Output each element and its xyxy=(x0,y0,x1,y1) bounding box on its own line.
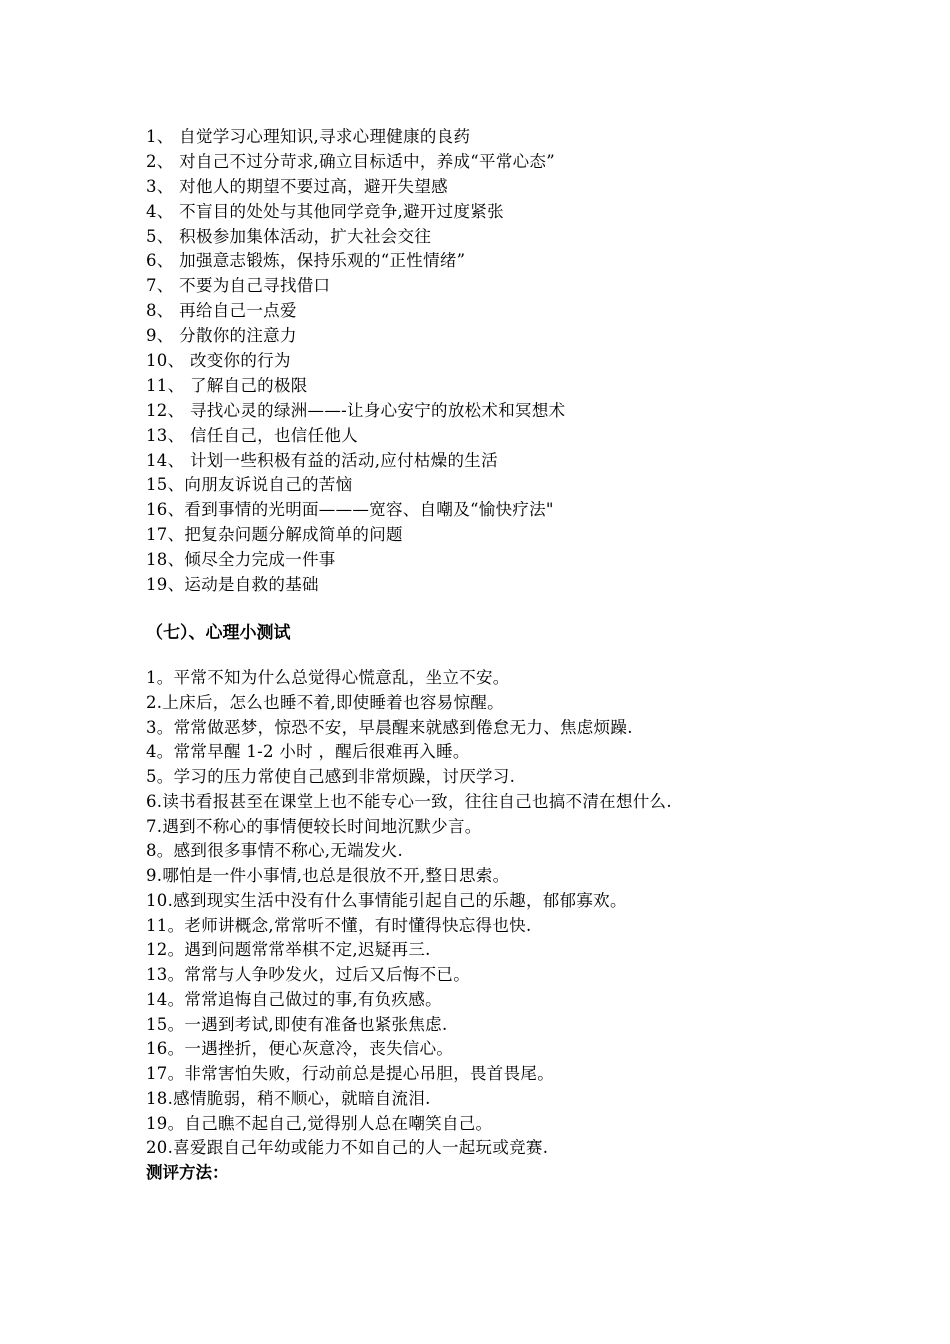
tip-item: 10、 改变你的行为 xyxy=(146,351,291,371)
quiz-item: 11。老师讲概念,常常听不懂，有时懂得快忘得也快. xyxy=(146,915,532,935)
quiz-item: 4。常常早醒 1-2 小时 ，醒后很难再入睡。 xyxy=(146,742,470,762)
method-label: 测评方法： xyxy=(146,1163,229,1182)
quiz-list xyxy=(146,666,846,1185)
tip-item: 13、 信任自己，也信任他人 xyxy=(146,425,358,445)
quiz-item: 9.哪怕是一件小事情,也总是很放不开,整日思索。 xyxy=(146,866,510,885)
quiz-item: 15。一遇到考试,即使有准备也紧张焦虑. xyxy=(146,1014,448,1034)
tip-item: 1、 自觉学习心理知识,寻求心理健康的良药 xyxy=(146,127,471,146)
tip-item: 14、 计划一些积极有益的活动,应付枯燥的生活 xyxy=(146,450,498,470)
quiz-item: 17。非常害怕失败，行动前总是提心吊胆，畏首畏尾。 xyxy=(146,1064,554,1083)
section-title: （七）、心理小测试 xyxy=(146,623,291,643)
quiz-item: 3。常常做恶梦，惊恐不安，早晨醒来就感到倦怠无力、焦虑烦躁. xyxy=(146,717,633,737)
quiz-item: 20.喜爱跟自己年幼或能力不如自己的人一起玩或竞赛. xyxy=(146,1138,549,1158)
quiz-item: 6.读书看报甚至在课堂上也不能专心一致，往往自己也搞不清在想什么. xyxy=(146,791,672,811)
tip-item: 4、 不盲目的处处与其他同学竞争,避开过度紧张 xyxy=(146,201,504,221)
quiz-item: 5。学习的压力常使自己感到非常烦躁，讨厌学习. xyxy=(146,767,516,786)
tip-item: 16、看到事情的光明面———宽容、自嘲及“愉快疗法" xyxy=(146,500,554,520)
quiz-item: 18.感情脆弱，稍不顺心，就暗自流泪. xyxy=(146,1088,431,1108)
quiz-item: 1。平常不知为什么总觉得心慌意乱，坐立不安。 xyxy=(146,668,510,687)
quiz-item: 19。自己瞧不起自己,觉得别人总在嘲笑自己。 xyxy=(146,1113,493,1133)
quiz-item: 13。常常与人争吵发火，过后又后悔不已。 xyxy=(146,965,470,984)
quiz-item: 10.感到现实生活中没有什么事情能引起自己的乐趣，郁郁寡欢。 xyxy=(146,890,627,910)
tip-item: 3、 对他人的期望不要过高，避开失望感 xyxy=(146,176,448,196)
tip-item: 12、 寻找心灵的绿洲——-让身心安宁的放松术和冥想术 xyxy=(146,400,566,420)
tip-item: 6、 加强意志锻炼，保持乐观的“正性情绪” xyxy=(146,251,466,271)
tip-item: 15、向朋友诉说自己的苦恼 xyxy=(146,475,353,495)
tip-item: 11、 了解自己的极限 xyxy=(146,375,308,395)
tip-item: 17、把复杂问题分解成简单的问题 xyxy=(146,525,403,545)
tip-item: 18、倾尽全力完成一件事 xyxy=(146,550,336,570)
tip-item: 7、 不要为自己寻找借口 xyxy=(146,276,331,296)
quiz-item: 12。遇到问题常常举棋不定,迟疑再三. xyxy=(146,940,431,960)
tip-item: 5、 积极参加集体活动，扩大社会交往 xyxy=(146,226,432,246)
tip-item: 19、运动是自救的基础 xyxy=(146,575,319,595)
tip-item: 9、 分散你的注意力 xyxy=(146,326,297,346)
quiz-item: 14。常常追悔自己做过的事,有负疚感。 xyxy=(146,989,442,1009)
quiz-item: 2.上床后，怎么也睡不着,即使睡着也容易惊醒。 xyxy=(146,692,504,712)
quiz-item: 8。感到很多事情不称心,无端发火. xyxy=(146,841,404,861)
quiz-item: 7.遇到不称心的事情便较长时间地沉默少言。 xyxy=(146,816,482,836)
tip-item: 2、 对自己不过分苛求,确立目标适中，养成“平常心态” xyxy=(146,151,555,171)
tip-item: 8、 再给自己一点爱 xyxy=(146,301,297,321)
quiz-item: 16。一遇挫折，便心灰意冷，丧失信心。 xyxy=(146,1039,454,1059)
tips-list xyxy=(146,125,846,598)
